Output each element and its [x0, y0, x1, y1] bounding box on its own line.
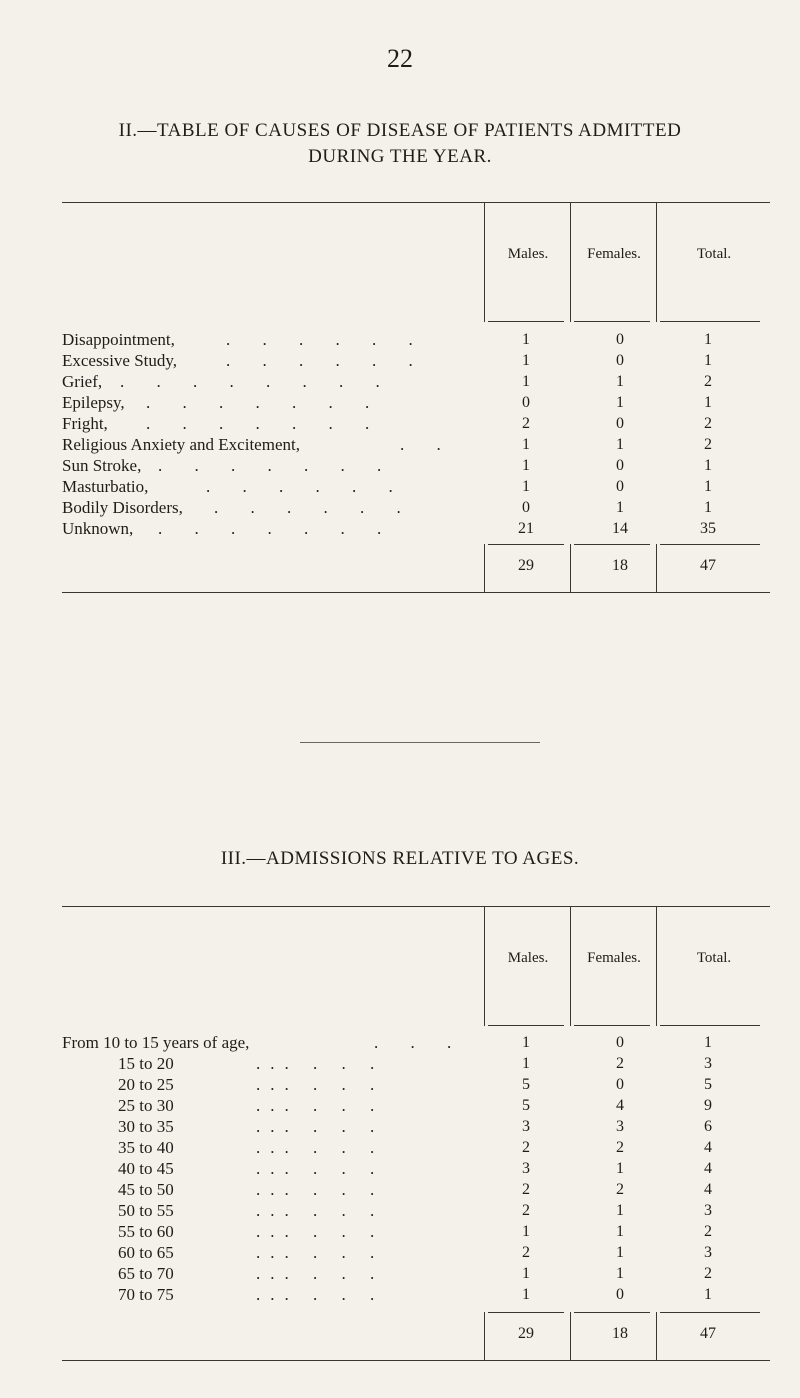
leader-dots: . . . . . . [226, 330, 427, 349]
table3-vrule-sum-2 [570, 1312, 571, 1360]
cell-females: 2 [616, 1181, 624, 1198]
table2-bottom-rule [62, 592, 770, 593]
cell-females: 1 [616, 1223, 624, 1240]
row-label: 45 to 50 [118, 1180, 174, 1199]
table2-header-underline-2 [574, 321, 650, 322]
cell-total: 2 [704, 436, 712, 453]
row-label: 65 to 70 [118, 1264, 174, 1283]
table2-header-total: Total. [696, 246, 732, 262]
row-label: Bodily Disorders, [62, 498, 183, 517]
leader-dots: . . . . . . [226, 351, 427, 370]
cell-males: 2 [522, 1181, 530, 1198]
cell-females: 0 [616, 478, 624, 495]
cell-males: 1 [522, 1055, 530, 1072]
cell-females: 1 [616, 1160, 624, 1177]
table3-total-total: 47 [700, 1325, 716, 1342]
leader-dots: ... . . . [256, 1285, 385, 1304]
cell-females: 0 [616, 1286, 624, 1303]
cell-males: 1 [522, 1223, 530, 1240]
table2-sum-rule-2 [574, 544, 650, 545]
cell-females: 4 [616, 1097, 624, 1114]
cell-males: 21 [518, 520, 534, 537]
cell-total: 6 [704, 1118, 712, 1135]
table2-header-underline-1 [488, 321, 564, 322]
cell-males: 1 [522, 1034, 530, 1051]
cell-females: 0 [616, 331, 624, 348]
cell-total: 5 [704, 1076, 712, 1093]
cell-males: 1 [522, 457, 530, 474]
cell-males: 1 [522, 1286, 530, 1303]
cell-females: 1 [616, 1244, 624, 1261]
cell-total: 4 [704, 1139, 712, 1156]
cell-females: 1 [616, 1202, 624, 1219]
row-label: Fright, [62, 414, 108, 433]
cell-males: 1 [522, 436, 530, 453]
table3-header-males: Males. [507, 950, 549, 966]
cell-males: 1 [522, 352, 530, 369]
cell-males: 1 [522, 331, 530, 348]
cell-total: 1 [704, 499, 712, 516]
cell-females: 1 [616, 436, 624, 453]
page-number: 22 [387, 44, 413, 73]
cell-males: 5 [522, 1097, 530, 1114]
table3-sum-rule-1 [488, 1312, 564, 1313]
leader-dots: ... . . . [256, 1201, 385, 1220]
table2-title-line1: II.—TABLE OF CAUSES OF DISEASE OF PATIENTS ADMITTED [118, 120, 682, 141]
leader-dots: . . . . . . [214, 498, 415, 517]
cell-total: 1 [704, 352, 712, 369]
cell-total: 2 [704, 373, 712, 390]
cell-total: 3 [704, 1055, 712, 1072]
table3-header-females: Females. [587, 950, 641, 966]
table3-header-underline-1 [488, 1025, 564, 1026]
table2-total-total: 47 [700, 557, 716, 574]
cell-males: 3 [522, 1118, 530, 1135]
table2-header-underline-3 [660, 321, 760, 322]
leader-dots: . . . . . . . . [120, 372, 394, 391]
row-label: 55 to 60 [118, 1222, 174, 1241]
table3-vrule-sum-1 [484, 1312, 485, 1360]
cell-females: 1 [616, 373, 624, 390]
cell-total: 4 [704, 1181, 712, 1198]
leader-dots: ... . . . [256, 1222, 385, 1241]
cell-females: 3 [616, 1118, 624, 1135]
row-label: Excessive Study, [62, 351, 178, 370]
leader-dots: ... . . . [256, 1180, 385, 1199]
cell-males: 2 [522, 415, 530, 432]
leader-dots: . . . . . . . [158, 456, 396, 475]
cell-total: 1 [704, 478, 712, 495]
cell-total: 2 [704, 415, 712, 432]
cell-females: 2 [616, 1139, 624, 1156]
table3-total-females: 18 [612, 1325, 628, 1342]
cell-males: 1 [522, 1265, 530, 1282]
table2-sum-rule-3 [660, 544, 760, 545]
table3-title: III.—ADMISSIONS RELATIVE TO AGES. [220, 848, 580, 869]
cell-total: 1 [704, 1034, 712, 1051]
leader-dots: . . . . . . . [158, 519, 396, 538]
leader-dots: ... . . . [256, 1117, 385, 1136]
cell-total: 4 [704, 1160, 712, 1177]
cell-total: 2 [704, 1223, 712, 1240]
cell-total: 9 [704, 1097, 712, 1114]
table3-bottom-rule [62, 1360, 770, 1361]
cell-females: 1 [616, 394, 624, 411]
cell-males: 1 [522, 478, 530, 495]
table2-title-line2: DURING THE YEAR. [308, 146, 492, 167]
leader-dots: ... . . . [256, 1243, 385, 1262]
table3-sum-rule-2 [574, 1312, 650, 1313]
cell-females: 14 [612, 520, 628, 537]
table2-vrule-sum-2 [570, 544, 571, 592]
row-label: From 10 to 15 years of age, [62, 1033, 250, 1052]
cell-total: 2 [704, 1265, 712, 1282]
cell-males: 3 [522, 1160, 530, 1177]
row-label: 35 to 40 [118, 1138, 174, 1157]
row-label: Religious Anxiety and Excitement, [62, 435, 300, 454]
row-label: Unknown, [62, 519, 134, 538]
cell-total: 35 [700, 520, 716, 537]
leader-dots: . . . . . . [206, 477, 407, 496]
cell-males: 5 [522, 1076, 530, 1093]
cell-females: 0 [616, 457, 624, 474]
row-label: Masturbatio, [62, 477, 149, 496]
cell-total: 1 [704, 331, 712, 348]
leader-dots: ... . . . [256, 1096, 385, 1115]
table2-header-females: Females. [587, 246, 641, 262]
leader-dots: ... . . . [256, 1075, 385, 1094]
row-label: 25 to 30 [118, 1096, 174, 1115]
row-label: 15 to 20 [118, 1054, 174, 1073]
row-label: 70 to 75 [118, 1285, 174, 1304]
leader-dots: ... . . . [256, 1054, 385, 1073]
table3-header-underline-3 [660, 1025, 760, 1026]
table3-header-total: Total. [696, 950, 732, 966]
table3-sum-rule-3 [660, 1312, 760, 1313]
cell-males: 2 [522, 1244, 530, 1261]
row-label: 30 to 35 [118, 1117, 174, 1136]
leader-dots: ... . . . [256, 1264, 385, 1283]
cell-males: 2 [522, 1202, 530, 1219]
cell-males: 2 [522, 1139, 530, 1156]
leader-dots: . . . [374, 1033, 466, 1052]
table3-header-underline-2 [574, 1025, 650, 1026]
table2-top-rule [62, 202, 770, 203]
row-label: 20 to 25 [118, 1075, 174, 1094]
cell-females: 0 [616, 1034, 624, 1051]
row-label: 40 to 45 [118, 1159, 174, 1178]
row-label: Grief, [62, 372, 103, 391]
cell-total: 3 [704, 1244, 712, 1261]
cell-females: 1 [616, 1265, 624, 1282]
cell-total: 1 [704, 457, 712, 474]
row-label: 50 to 55 [118, 1201, 174, 1220]
cell-females: 0 [616, 1076, 624, 1093]
leader-dots: ... . . . [256, 1138, 385, 1157]
cell-males: 1 [522, 373, 530, 390]
cell-females: 0 [616, 352, 624, 369]
table2-vrule-sum-3 [656, 544, 657, 592]
leader-dots: . . [400, 435, 455, 454]
cell-total: 1 [704, 394, 712, 411]
cell-total: 1 [704, 1286, 712, 1303]
leader-dots: ... . . . [256, 1159, 385, 1178]
cell-females: 2 [616, 1055, 624, 1072]
table2-total-males: 29 [518, 557, 534, 574]
table2-vrule-sum-1 [484, 544, 485, 592]
cell-females: 0 [616, 415, 624, 432]
table3-total-males: 29 [518, 1325, 534, 1342]
table2-header-males: Males. [507, 246, 549, 262]
row-label: Sun Stroke, [62, 456, 142, 475]
table2-sum-rule-1 [488, 544, 564, 545]
cell-total: 3 [704, 1202, 712, 1219]
cell-females: 1 [616, 499, 624, 516]
leader-dots: . . . . . . . [146, 414, 384, 433]
cell-males: 0 [522, 499, 530, 516]
table2-total-females: 18 [612, 557, 628, 574]
row-label: 60 to 65 [118, 1243, 174, 1262]
section-divider [300, 742, 540, 743]
table3-vrule-sum-3 [656, 1312, 657, 1360]
row-label: Disappointment, [62, 330, 175, 349]
leader-dots: . . . . . . . [146, 393, 384, 412]
table3-top-rule [62, 906, 770, 907]
row-label: Epilepsy, [62, 393, 125, 412]
cell-males: 0 [522, 394, 530, 411]
